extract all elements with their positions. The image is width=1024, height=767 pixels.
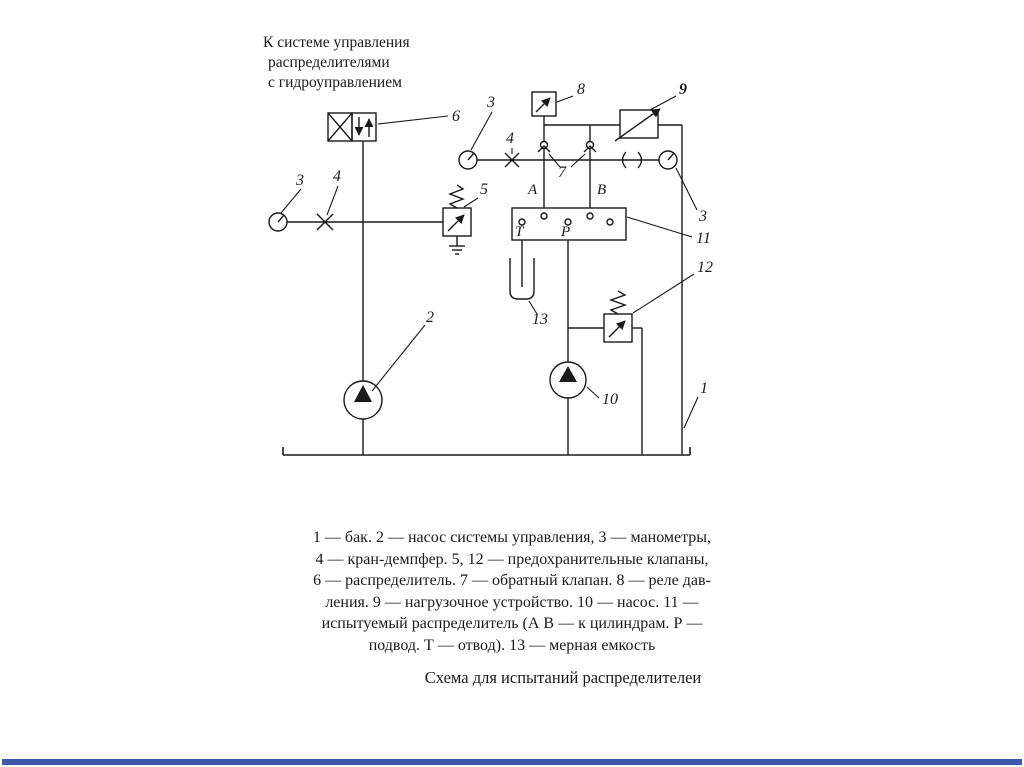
figure-caption xyxy=(0,527,1024,656)
caption-line-4: ления. 9 — нагрузочное устройство. 10 — насос. 11 — xyxy=(325,593,699,611)
tank-symbol xyxy=(283,447,690,455)
pressure-gauge-right-symbol xyxy=(659,151,677,169)
leader-8 xyxy=(557,96,573,102)
leader-1 xyxy=(684,397,698,428)
label-7: 7 xyxy=(558,164,566,181)
label-6: 6 xyxy=(452,108,460,125)
port-label-t: Т xyxy=(515,224,524,240)
pilot-distributor-valve-symbol xyxy=(328,113,376,141)
pressure-relay-symbol xyxy=(532,92,556,116)
loading-device-symbol xyxy=(615,109,660,168)
pressure-gauge-left-symbol xyxy=(269,213,287,231)
note-line-3: с гидроуправлением xyxy=(268,74,402,91)
control-pump-symbol xyxy=(344,381,382,419)
caption-line-2: 4 — кран-демпфер. 5, 12 — предохранительные клапаны, xyxy=(315,550,709,568)
leader-3-left xyxy=(281,189,301,213)
leader-10 xyxy=(587,387,599,398)
label-3-right: 3 xyxy=(699,208,707,225)
figure-title xyxy=(0,668,1024,688)
label-4-left: 4 xyxy=(333,168,341,185)
relief-valve-12-symbol xyxy=(604,291,632,342)
note-line-1: К системе управления xyxy=(263,34,410,51)
label-5: 5 xyxy=(480,181,488,198)
port-label-b: В xyxy=(597,182,607,198)
leader-4-left xyxy=(327,186,338,215)
leader-3-mid xyxy=(471,112,492,150)
leader-12 xyxy=(633,274,694,313)
label-2: 2 xyxy=(426,309,434,326)
main-pump-symbol xyxy=(550,362,586,398)
label-8: 8 xyxy=(577,81,585,98)
label-9: 9 xyxy=(679,81,687,98)
leader-3-right xyxy=(676,168,697,210)
pressure-gauge-mid-symbol xyxy=(459,151,477,169)
label-4-mid: 4 xyxy=(506,130,514,147)
leader-5 xyxy=(464,198,478,207)
figure-title-text: Схема для испытаний распределителеи xyxy=(424,668,702,687)
port-label-p: Р xyxy=(561,224,571,240)
caption-line-6: подвод. Т — отвод). 13 — мерная емкость xyxy=(368,636,656,654)
label-12: 12 xyxy=(697,259,713,276)
caption-line-5: испытуемый распределитель (А В — к цилиндрам. Р — xyxy=(321,615,703,632)
slide-footer-bar xyxy=(2,759,1022,765)
caption-line-1: 1 — бак. 2 — насос системы управления, 3 — манометры, xyxy=(312,529,712,546)
label-3-left: 3 xyxy=(296,172,304,189)
port-label-a: А xyxy=(528,182,538,198)
label-10: 10 xyxy=(602,391,618,408)
leader-9 xyxy=(650,96,676,110)
label-3-mid: 3 xyxy=(487,94,495,111)
caption-line-3: 6 — распределитель. 7 — обратный клапан. 8 — реле дав- xyxy=(313,572,711,589)
leader-2 xyxy=(372,325,425,391)
leader-6 xyxy=(378,116,448,124)
note-line-2: распределителями xyxy=(268,54,390,71)
label-1: 1 xyxy=(700,380,708,397)
label-11: 11 xyxy=(696,230,711,247)
label-13: 13 xyxy=(532,311,548,328)
